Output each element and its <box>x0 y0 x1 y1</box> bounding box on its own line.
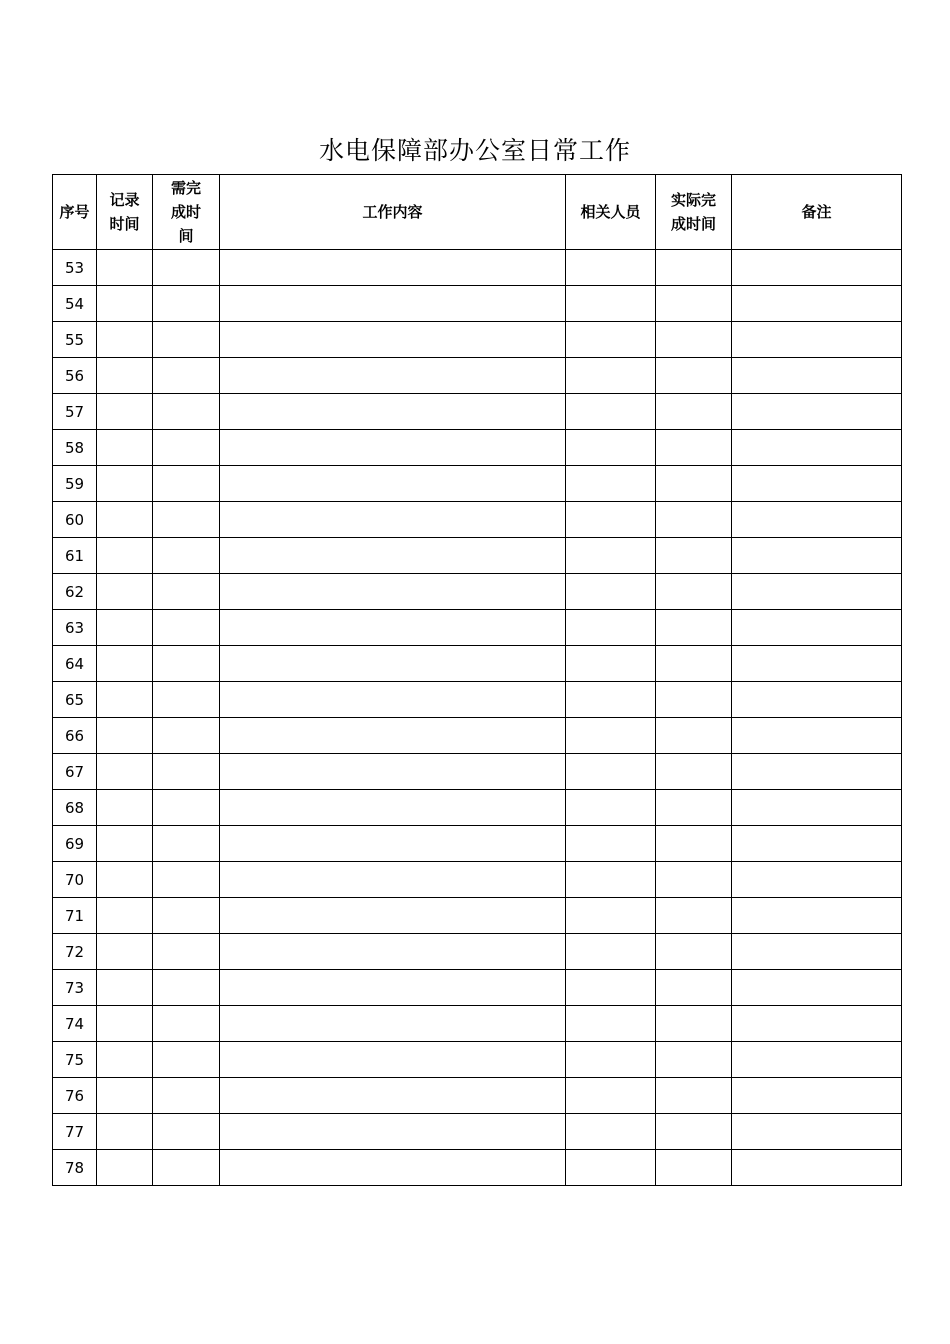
cell-related-staff[interactable] <box>566 430 656 466</box>
cell-seq: 53 <box>53 250 97 286</box>
cell-due-time[interactable] <box>153 934 220 970</box>
cell-record-time[interactable] <box>97 394 153 430</box>
cell-related-staff[interactable] <box>566 682 656 718</box>
cell-remarks[interactable] <box>732 1006 902 1042</box>
cell-remarks[interactable] <box>732 430 902 466</box>
cell-record-time[interactable] <box>97 754 153 790</box>
cell-actual-completion-time[interactable] <box>656 646 732 682</box>
header-actual-completion-time: 实际完成时间 <box>656 175 732 250</box>
cell-due-time[interactable] <box>153 1042 220 1078</box>
cell-remarks[interactable] <box>732 1150 902 1186</box>
cell-work-content[interactable] <box>220 358 566 394</box>
cell-seq: 69 <box>53 826 97 862</box>
cell-due-time[interactable] <box>153 754 220 790</box>
cell-remarks[interactable] <box>732 574 902 610</box>
table-row <box>53 790 902 826</box>
cell-seq: 77 <box>53 1114 97 1150</box>
cell-actual-completion-time[interactable] <box>656 358 732 394</box>
cell-related-staff[interactable] <box>566 1042 656 1078</box>
cell-work-content[interactable] <box>220 394 566 430</box>
cell-actual-completion-time[interactable] <box>656 1042 732 1078</box>
cell-related-staff[interactable] <box>566 754 656 790</box>
cell-actual-completion-time[interactable] <box>656 1006 732 1042</box>
cell-work-content[interactable] <box>220 322 566 358</box>
header-work-content: 工作内容 <box>220 175 566 250</box>
cell-work-content[interactable] <box>220 754 566 790</box>
cell-record-time[interactable] <box>97 322 153 358</box>
cell-work-content[interactable] <box>220 574 566 610</box>
cell-due-time[interactable] <box>153 322 220 358</box>
cell-seq: 73 <box>53 970 97 1006</box>
table-row <box>53 826 902 862</box>
cell-work-content[interactable] <box>220 934 566 970</box>
cell-due-time[interactable] <box>153 898 220 934</box>
cell-actual-completion-time[interactable] <box>656 538 732 574</box>
cell-record-time[interactable] <box>97 718 153 754</box>
cell-due-time[interactable] <box>153 466 220 502</box>
cell-due-time[interactable] <box>153 790 220 826</box>
cell-record-time[interactable] <box>97 286 153 322</box>
cell-actual-completion-time[interactable] <box>656 322 732 358</box>
cell-remarks[interactable] <box>732 682 902 718</box>
cell-record-time[interactable] <box>97 358 153 394</box>
cell-remarks[interactable] <box>732 898 902 934</box>
cell-record-time[interactable] <box>97 610 153 646</box>
cell-record-time[interactable] <box>97 1078 153 1114</box>
cell-remarks[interactable] <box>732 466 902 502</box>
table-row <box>53 394 902 430</box>
cell-remarks[interactable] <box>732 286 902 322</box>
cell-related-staff[interactable] <box>566 538 656 574</box>
cell-related-staff[interactable] <box>566 718 656 754</box>
cell-record-time[interactable] <box>97 1114 153 1150</box>
table-row <box>53 250 902 286</box>
cell-record-time[interactable] <box>97 682 153 718</box>
cell-work-content[interactable] <box>220 682 566 718</box>
cell-remarks[interactable] <box>732 1042 902 1078</box>
cell-related-staff[interactable] <box>566 502 656 538</box>
cell-actual-completion-time[interactable] <box>656 682 732 718</box>
cell-related-staff[interactable] <box>566 1114 656 1150</box>
table-row <box>53 862 902 898</box>
cell-record-time[interactable] <box>97 502 153 538</box>
cell-seq: 62 <box>53 574 97 610</box>
cell-related-staff[interactable] <box>566 862 656 898</box>
cell-seq: 76 <box>53 1078 97 1114</box>
cell-seq: 57 <box>53 394 97 430</box>
cell-record-time[interactable] <box>97 1006 153 1042</box>
cell-work-content[interactable] <box>220 790 566 826</box>
header-remarks: 备注 <box>732 175 902 250</box>
cell-actual-completion-time[interactable] <box>656 1078 732 1114</box>
cell-work-content[interactable] <box>220 1114 566 1150</box>
cell-related-staff[interactable] <box>566 646 656 682</box>
cell-due-time[interactable] <box>153 1078 220 1114</box>
cell-related-staff[interactable] <box>566 358 656 394</box>
cell-seq: 75 <box>53 1042 97 1078</box>
table-row <box>53 574 902 610</box>
cell-related-staff[interactable] <box>566 466 656 502</box>
table-row <box>53 970 902 1006</box>
cell-seq: 72 <box>53 934 97 970</box>
cell-remarks[interactable] <box>732 754 902 790</box>
cell-work-content[interactable] <box>220 970 566 1006</box>
cell-due-time[interactable] <box>153 430 220 466</box>
cell-work-content[interactable] <box>220 286 566 322</box>
cell-seq: 58 <box>53 430 97 466</box>
table-row <box>53 322 902 358</box>
cell-seq: 65 <box>53 682 97 718</box>
cell-related-staff[interactable] <box>566 322 656 358</box>
cell-actual-completion-time[interactable] <box>656 574 732 610</box>
cell-related-staff[interactable] <box>566 1078 656 1114</box>
cell-work-content[interactable] <box>220 250 566 286</box>
cell-work-content[interactable] <box>220 1006 566 1042</box>
cell-record-time[interactable] <box>97 646 153 682</box>
table-row <box>53 1114 902 1150</box>
table-row <box>53 502 902 538</box>
cell-seq: 70 <box>53 862 97 898</box>
cell-related-staff[interactable] <box>566 970 656 1006</box>
header-due-time: 需完成时间 <box>153 175 220 250</box>
cell-actual-completion-time[interactable] <box>656 1150 732 1186</box>
cell-actual-completion-time[interactable] <box>656 466 732 502</box>
cell-seq: 64 <box>53 646 97 682</box>
cell-record-time[interactable] <box>97 538 153 574</box>
cell-related-staff[interactable] <box>566 826 656 862</box>
table-row <box>53 718 902 754</box>
cell-related-staff[interactable] <box>566 286 656 322</box>
cell-seq: 67 <box>53 754 97 790</box>
cell-actual-completion-time[interactable] <box>656 394 732 430</box>
cell-seq: 78 <box>53 1150 97 1186</box>
cell-related-staff[interactable] <box>566 1006 656 1042</box>
cell-record-time[interactable] <box>97 430 153 466</box>
table-row <box>53 286 902 322</box>
cell-due-time[interactable] <box>153 1150 220 1186</box>
cell-seq: 66 <box>53 718 97 754</box>
cell-due-time[interactable] <box>153 718 220 754</box>
cell-remarks[interactable] <box>732 1078 902 1114</box>
cell-record-time[interactable] <box>97 934 153 970</box>
cell-record-time[interactable] <box>97 826 153 862</box>
cell-actual-completion-time[interactable] <box>656 826 732 862</box>
cell-actual-completion-time[interactable] <box>656 970 732 1006</box>
cell-work-content[interactable] <box>220 610 566 646</box>
table-row <box>53 754 902 790</box>
cell-record-time[interactable] <box>97 250 153 286</box>
cell-work-content[interactable] <box>220 466 566 502</box>
cell-actual-completion-time[interactable] <box>656 862 732 898</box>
table-row <box>53 538 902 574</box>
cell-remarks[interactable] <box>732 934 902 970</box>
cell-related-staff[interactable] <box>566 250 656 286</box>
table-row <box>53 1078 902 1114</box>
cell-record-time[interactable] <box>97 898 153 934</box>
cell-actual-completion-time[interactable] <box>656 502 732 538</box>
cell-actual-completion-time[interactable] <box>656 718 732 754</box>
cell-remarks[interactable] <box>732 502 902 538</box>
cell-actual-completion-time[interactable] <box>656 250 732 286</box>
cell-remarks[interactable] <box>732 322 902 358</box>
cell-related-staff[interactable] <box>566 394 656 430</box>
cell-actual-completion-time[interactable] <box>656 430 732 466</box>
cell-seq: 74 <box>53 1006 97 1042</box>
cell-remarks[interactable] <box>732 610 902 646</box>
cell-seq: 61 <box>53 538 97 574</box>
cell-remarks[interactable] <box>732 862 902 898</box>
page-title: 水电保障部办公室日常工作 <box>318 136 631 165</box>
cell-due-time[interactable] <box>153 1114 220 1150</box>
cell-remarks[interactable] <box>732 646 902 682</box>
cell-due-time[interactable] <box>153 394 220 430</box>
cell-actual-completion-time[interactable] <box>656 610 732 646</box>
cell-record-time[interactable] <box>97 970 153 1006</box>
cell-remarks[interactable] <box>732 826 902 862</box>
cell-remarks[interactable] <box>732 1114 902 1150</box>
cell-due-time[interactable] <box>153 646 220 682</box>
cell-seq: 55 <box>53 322 97 358</box>
cell-work-content[interactable] <box>220 430 566 466</box>
cell-actual-completion-time[interactable] <box>656 1114 732 1150</box>
cell-actual-completion-time[interactable] <box>656 286 732 322</box>
table-row <box>53 1042 902 1078</box>
cell-work-content[interactable] <box>220 718 566 754</box>
cell-due-time[interactable] <box>153 286 220 322</box>
cell-seq: 56 <box>53 358 97 394</box>
cell-due-time[interactable] <box>153 826 220 862</box>
cell-related-staff[interactable] <box>566 790 656 826</box>
table-row <box>53 682 902 718</box>
cell-remarks[interactable] <box>732 394 902 430</box>
cell-record-time[interactable] <box>97 790 153 826</box>
cell-due-time[interactable] <box>153 574 220 610</box>
cell-remarks[interactable] <box>732 718 902 754</box>
cell-work-content[interactable] <box>220 1150 566 1186</box>
cell-seq: 68 <box>53 790 97 826</box>
cell-work-content[interactable] <box>220 862 566 898</box>
table-header-row <box>53 175 902 250</box>
cell-remarks[interactable] <box>732 250 902 286</box>
cell-due-time[interactable] <box>153 1006 220 1042</box>
cell-due-time[interactable] <box>153 250 220 286</box>
cell-seq: 60 <box>53 502 97 538</box>
cell-related-staff[interactable] <box>566 1150 656 1186</box>
table-row <box>53 1150 902 1186</box>
cell-work-content[interactable] <box>220 538 566 574</box>
cell-due-time[interactable] <box>153 502 220 538</box>
cell-seq: 54 <box>53 286 97 322</box>
header-record-time: 记录时间 <box>97 175 153 250</box>
cell-work-content[interactable] <box>220 646 566 682</box>
table-row <box>53 1006 902 1042</box>
table-row <box>53 430 902 466</box>
cell-seq: 71 <box>53 898 97 934</box>
cell-actual-completion-time[interactable] <box>656 790 732 826</box>
cell-actual-completion-time[interactable] <box>656 754 732 790</box>
cell-due-time[interactable] <box>153 358 220 394</box>
cell-seq: 63 <box>53 610 97 646</box>
cell-record-time[interactable] <box>97 1150 153 1186</box>
cell-record-time[interactable] <box>97 862 153 898</box>
table-row <box>53 934 902 970</box>
table-row <box>53 466 902 502</box>
cell-remarks[interactable] <box>732 358 902 394</box>
header-seq: 序号 <box>53 175 97 250</box>
cell-related-staff[interactable] <box>566 934 656 970</box>
table-row <box>53 610 902 646</box>
table-row <box>53 358 902 394</box>
cell-due-time[interactable] <box>153 610 220 646</box>
header-related-staff: 相关人员 <box>566 175 656 250</box>
cell-related-staff[interactable] <box>566 610 656 646</box>
table-body <box>53 250 902 1186</box>
cell-seq: 59 <box>53 466 97 502</box>
cell-work-content[interactable] <box>220 1078 566 1114</box>
cell-work-content[interactable] <box>220 1042 566 1078</box>
daily-work-table <box>52 174 902 1186</box>
cell-work-content[interactable] <box>220 898 566 934</box>
cell-related-staff[interactable] <box>566 898 656 934</box>
cell-due-time[interactable] <box>153 862 220 898</box>
cell-due-time[interactable] <box>153 538 220 574</box>
cell-remarks[interactable] <box>732 538 902 574</box>
cell-remarks[interactable] <box>732 970 902 1006</box>
table-row <box>53 898 902 934</box>
cell-actual-completion-time[interactable] <box>656 898 732 934</box>
cell-due-time[interactable] <box>153 682 220 718</box>
cell-record-time[interactable] <box>97 1042 153 1078</box>
cell-record-time[interactable] <box>97 466 153 502</box>
cell-related-staff[interactable] <box>566 574 656 610</box>
cell-record-time[interactable] <box>97 574 153 610</box>
cell-work-content[interactable] <box>220 502 566 538</box>
cell-remarks[interactable] <box>732 790 902 826</box>
cell-actual-completion-time[interactable] <box>656 934 732 970</box>
cell-due-time[interactable] <box>153 970 220 1006</box>
cell-work-content[interactable] <box>220 826 566 862</box>
table-row <box>53 646 902 682</box>
